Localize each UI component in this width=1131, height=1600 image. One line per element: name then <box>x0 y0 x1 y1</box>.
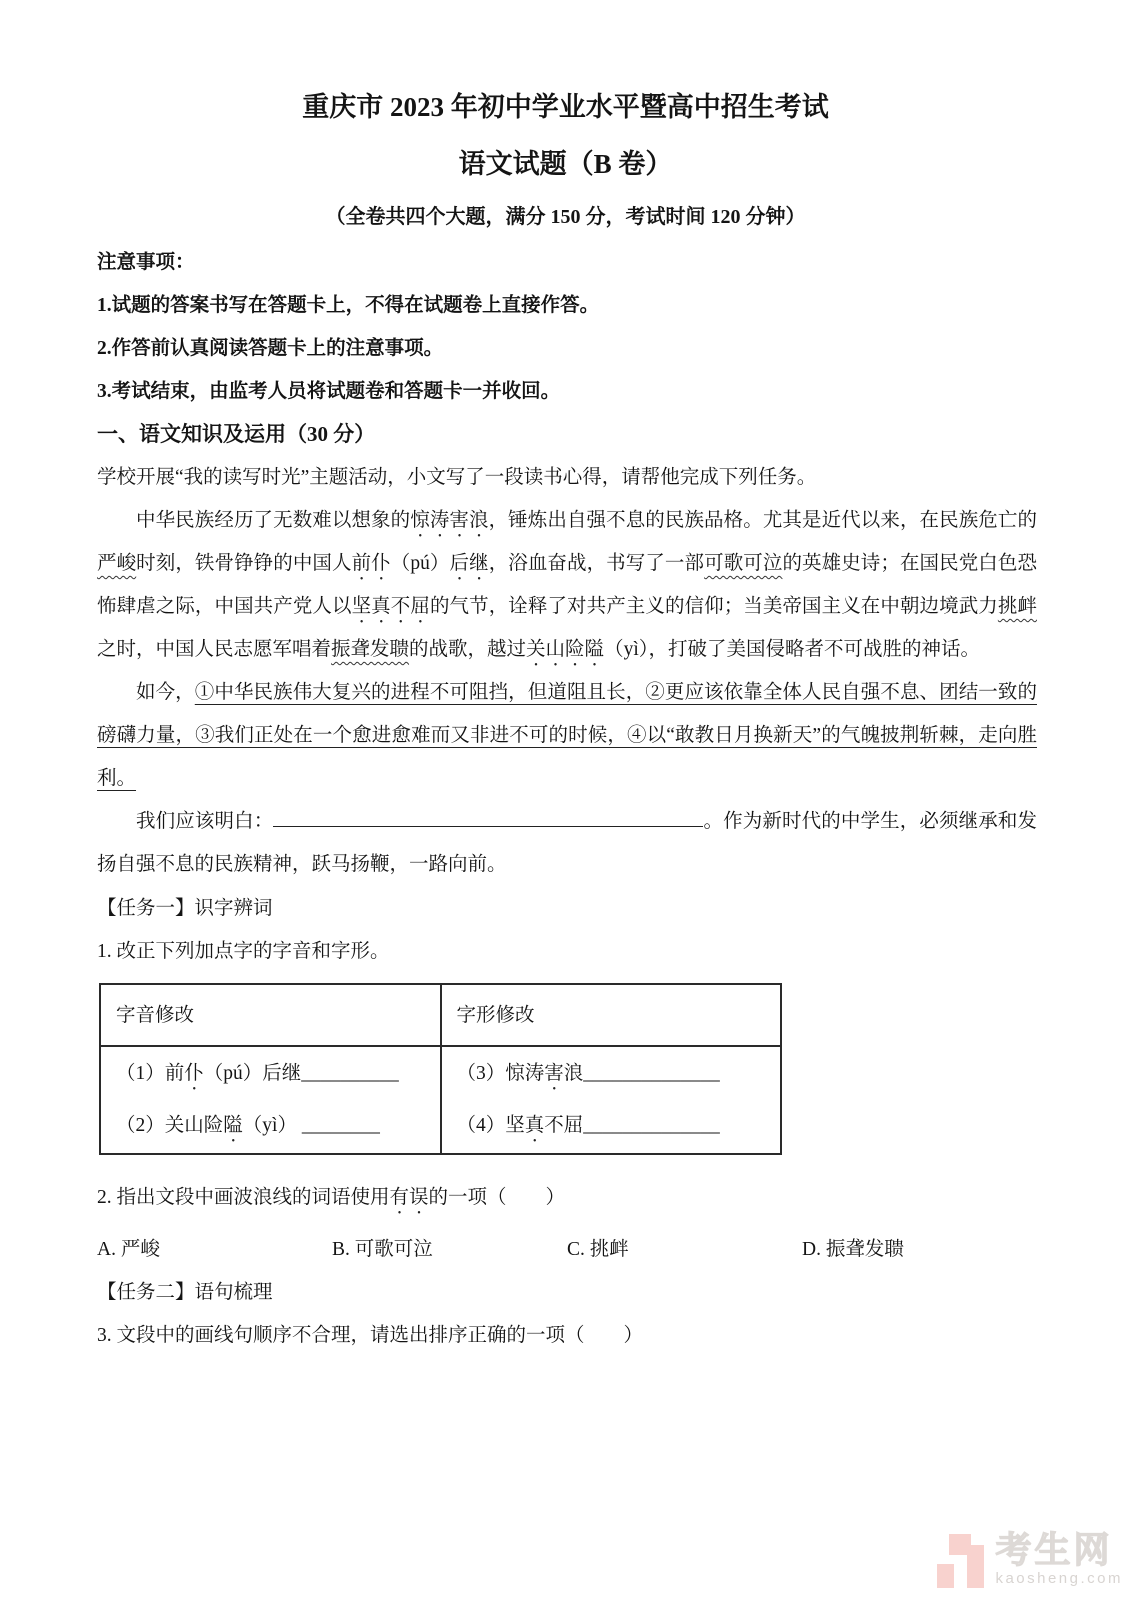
question-3-stem: 3. 文段中的画线句顺序不合理，请选出排序正确的一项（ ） <box>97 1325 644 1347</box>
text-run: 害 <box>544 1063 564 1085</box>
text-run: 2. 指出文段中画波浪线的词语使用 <box>97 1187 390 1209</box>
option-c: C. 挑衅 <box>567 1239 629 1261</box>
table-cell-pinyin <box>100 1046 441 1154</box>
text-run: 如今， <box>136 682 195 704</box>
text-run: （2）关山险 <box>116 1115 224 1137</box>
exam-info: （全卷共四个大题，满分 150 分，考试时间 120 分钟） <box>325 206 806 229</box>
table-header-row <box>100 984 781 1046</box>
text-run: 之时，中国人民志愿军唱着 <box>97 639 332 661</box>
text-run: （pú）后继__________ <box>203 1063 399 1085</box>
table-cell-line-1 <box>116 1048 440 1100</box>
text-run: （yì），打破了美国侵略者不可战胜的神话。 <box>604 639 980 661</box>
text-run: 有误 <box>389 1187 429 1209</box>
text-run: 关山险隘 <box>526 639 605 661</box>
task-2-label: 【任务二】语句梳理 <box>97 1282 273 1304</box>
text-run: （3）惊涛 <box>456 1063 545 1085</box>
option-b: B. 可歌可泣 <box>332 1239 433 1261</box>
table-header-pinyin: 字音修改 <box>100 984 441 1046</box>
text-run: 后继 <box>449 553 489 575</box>
notice-item-1: 1.试题的答案书写在答题卡上，不得在试题卷上直接作答。 <box>97 295 600 317</box>
text-run: 不屈______________ <box>544 1115 720 1137</box>
question-2-stem <box>97 1176 1037 1219</box>
table-body-row <box>100 1046 781 1154</box>
text-run: 振聋发聩 <box>331 639 410 661</box>
table-header-glyph: 字形修改 <box>441 984 782 1046</box>
table-cell-line-2 <box>116 1100 440 1152</box>
text-run: 。作为新时代的中学生，必须继承和发扬自强不息的民族精神，跃马扬鞭，一路向前。 <box>97 811 1037 876</box>
text-run: 惊涛害浪 <box>410 510 489 532</box>
text-run: ，浴血奋战，书写了一部 <box>488 553 705 575</box>
intro-text: 学校开展“我的读写时光”主题活动，小文写了一段读书心得，请帮他完成下列任务。 <box>97 467 817 489</box>
exam-header <box>0 0 1131 229</box>
watermark-text <box>995 1530 1123 1588</box>
text-run: 坚真不屈 <box>351 596 430 618</box>
text-run: （4）坚 <box>456 1115 525 1137</box>
kaosheng-logo-icon <box>937 1534 985 1588</box>
section-1-heading: 一、语文知识及运用（30 分） <box>97 422 376 447</box>
option-a: A. 严峻 <box>97 1239 160 1261</box>
text-run: 可歌可泣 <box>704 553 783 575</box>
text-run: 真 <box>524 1115 545 1137</box>
text-run: ①中华民族伟大复兴的进程不可阻挡，但道阻且长，②更应该依靠全体人民自强不息、团结一致的磅礴力量，③我们正处在一个愈进愈难而又非进不可的时候，④以“敢教日月换新天”的气魄披荆斩棘，走向胜利。 <box>97 682 1037 790</box>
text-run: （yì） ________ <box>242 1115 380 1137</box>
text-run: 严峻 <box>97 553 137 575</box>
text-run: 时刻，铁骨铮铮的中国人 <box>136 553 352 575</box>
text-run <box>273 806 703 827</box>
notice-item-2: 2.作答前认真阅读答题卡上的注意事项。 <box>97 338 444 360</box>
correction-table <box>99 983 782 1155</box>
notice-item-3: 3.考试结束，由监考人员将试题卷和答题卡一并收回。 <box>97 381 561 403</box>
watermark <box>937 1530 1123 1588</box>
question-1-stem: 1. 改正下列加点字的字音和字形。 <box>97 941 390 963</box>
text-run: ，锤炼出自强不息的民族品格。尤其是近代以来，在民族危亡的 <box>488 510 1037 532</box>
task-1-label: 【任务一】识字辨词 <box>97 898 273 920</box>
page-title: 重庆市 2023 年初中学业水平暨高中招生考试 <box>302 92 829 122</box>
text-run: 的战歌，越过 <box>409 639 527 661</box>
reading-paragraph-conclusion <box>97 800 1037 886</box>
text-run: （pú） <box>390 553 450 575</box>
notice-heading: 注意事项： <box>97 252 195 274</box>
text-run: 我们应该明白： <box>136 811 274 833</box>
text-run: 仆 <box>184 1063 204 1085</box>
text-run: 的一项（ ） <box>428 1187 566 1209</box>
text-run: 隘 <box>223 1115 243 1137</box>
text-run: 浪______________ <box>563 1063 720 1085</box>
text-run: 挑衅 <box>997 596 1037 618</box>
exam-body <box>0 229 1131 1357</box>
reading-paragraph-history <box>97 499 1037 671</box>
option-d: D. 振聋发聩 <box>802 1239 904 1261</box>
text-run: 的气节，诠释了对共产主义的信仰；当美帝国主义在中朝边境武力 <box>429 596 998 618</box>
question-2-options <box>97 1228 1037 1271</box>
table-cell-glyph <box>441 1046 782 1154</box>
text-run: 前仆 <box>351 553 391 575</box>
table-cell-line-3 <box>457 1048 781 1100</box>
reading-paragraph-today <box>97 671 1037 800</box>
watermark-site-name: 考生网 <box>995 1529 1113 1570</box>
watermark-site-url: kaosheng.com <box>995 1570 1123 1587</box>
text-run: 中华民族经历了无数难以想象的 <box>136 510 411 532</box>
table-cell-line-4 <box>457 1100 781 1152</box>
exam-subtitle: 语文试题（B 卷） <box>458 149 673 180</box>
text-run: 的英雄史诗；在国民党白色恐怖肆虐之际，中国共产党人以 <box>97 553 1037 618</box>
text-run: （1）前 <box>116 1063 185 1085</box>
